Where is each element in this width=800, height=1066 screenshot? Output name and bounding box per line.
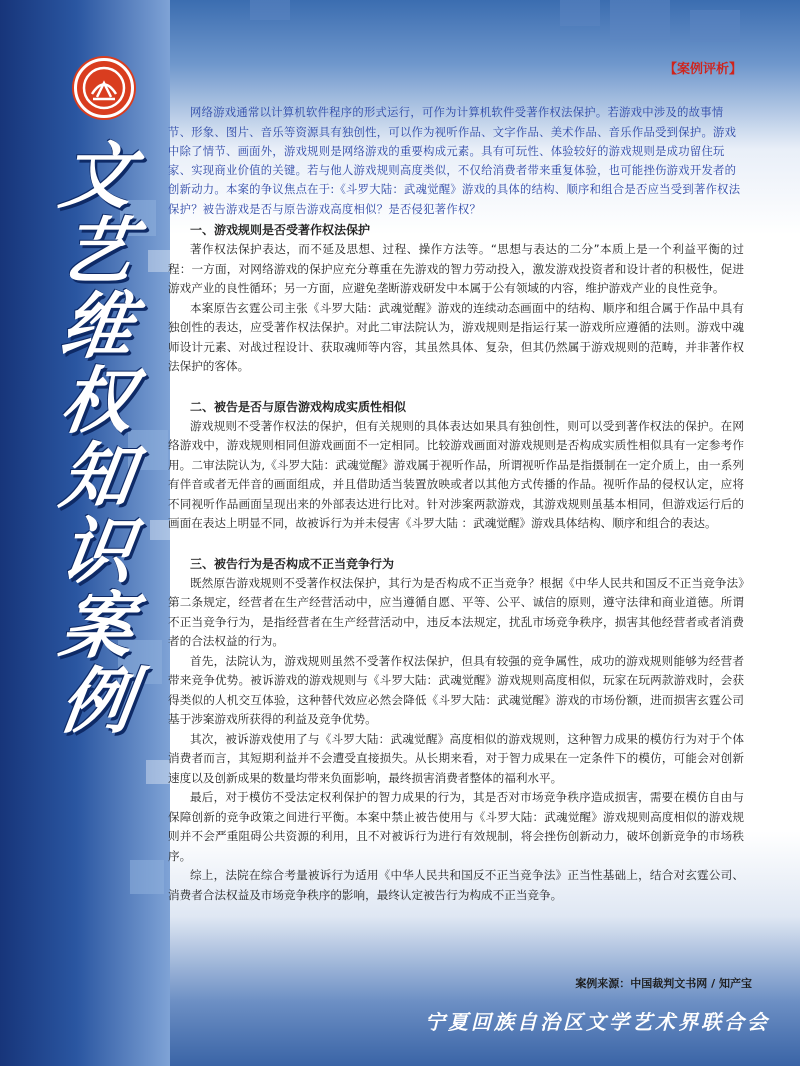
intro-paragraph: 网络游戏通常以计算机软件程序的形式运行，可作为计算机软件受著作权法保护。若游戏中涉及的故事情节、形象、图片、音乐等资源具有独创性，可以作为视听作品、文字作品、美术作品、音乐作品受到保护。游戏中除了情节、画面外，游戏规则是网络游戏的重要构成元素。具有可玩性、体验较好的游戏规则是成功留住玩家、实现商业价值的关键。若与他人游戏规则高度类似，不仅给消费者带来重复体验，也可能挫伤游戏开发者的创新动力。本案的争议焦点在于:《斗罗大陆：武魂觉醒》游戏的具体的结构、顺序和组合是否应当受到著作权法保护？被告游戏是否与原告游戏高度相似？是否侵犯著作权？ (168, 106, 741, 216)
article-body (168, 220, 744, 905)
title-char: 例 (55, 659, 139, 743)
decor-tile (250, 0, 290, 20)
body-paragraph: 最后，对于模仿不受法定权利保护的智力成果的行为，其是否对市场竞争秩序造成损害，需要在模仿自由与保障创新的竞争政策之间进行平衡。本案中禁止被告使用与《斗罗大陆：武魂觉醒》游戏规则高度相似的游戏规则并不会严重阻碍公共资源的利用，且不对被诉行为进行有效规制，将会挫伤创新动力，破坏创新竞争的市场秩序。 (168, 790, 744, 863)
body-paragraph: 首先，法院认为，游戏规则虽然不受著作权法保护，但具有较强的竞争属性，成功的游戏规则能够为经营者带来竞争优势。被诉游戏的游戏规则与《斗罗大陆：武魂觉醒》游戏规则高度相似，玩家在玩两款游戏时，会获得类似的人机交互体验，这种替代效应必然会降低《斗罗大陆：武魂觉醒》游戏的市场份额，进而损害玄霆公司基于涉案游戏所获得的利益及竞争优势。 (168, 653, 744, 726)
case-review-tag: 【案例评析】 (663, 62, 742, 77)
body-paragraph: 综上，法院在综合考量被诉行为适用《中华人民共和国反不正当竞争法》正当性基础上，结合对玄霆公司、消费者合法权益及市场竞争秩序的影响，最终认定被告行为构成不正当竞争。 (168, 868, 744, 902)
title-char: 知 (55, 434, 139, 518)
title-char: 权 (55, 359, 139, 443)
body-paragraph: 著作权法保护表达，而不延及思想、过程、操作方法等。“思想与表达的二分”本质上是一个利益平衡的过程：一方面，对网络游戏的保护应充分尊重在先游戏的智力劳动投入，激发游戏投资者和设计者的积极性，促进游戏产业的良性循环；另一方面，应避免垄断游戏研发中本属于公有领域的内容，维护游戏产业的良性竞争。 (168, 242, 744, 295)
title-char: 维 (55, 284, 139, 368)
body-paragraph: 其次，被诉游戏使用了与《斗罗大陆：武魂觉醒》高度相似的游戏规则，这种智力成果的模仿行为对于个体消费者而言，其短期利益并不会遭受直接损失。从长期来看，对于智力成果在一定条件下的模仿，可能会对创新速度以及创新成果的数量均带来负面影响，最终损害消费者整体的福利水平。 (168, 731, 744, 785)
decor-tile (560, 0, 600, 26)
vertical-title (42, 134, 152, 743)
section-heading: 二、被告是否与原告游戏构成实质性相似 (190, 399, 407, 414)
decor-tile (690, 10, 740, 42)
federation-logo-icon (74, 58, 134, 118)
section-heading: 三、被告行为是否构成不正当竞争行为 (190, 556, 395, 571)
decor-tile (610, 0, 670, 40)
case-source: 案例来源：中国裁判文书网 / 知产宝 (575, 977, 752, 990)
title-char: 案 (55, 584, 139, 668)
title-char: 文 (55, 134, 139, 218)
body-paragraph: 既然原告游戏规则不受著作权法保护，其行为是否构成不正当竞争？根据《中华人民共和国反不正当竞争法》第二条规定，经营者在生产经营活动中，应当遵循自愿、平等、公平、诚信的原则，遵守法律和商业道德。所谓不正当竞争行为，是指经营者在生产经营活动中，违反本法规定，扰乱市场竞争秩序，损害其他经营者或者消费者的合法权益的行为。 (168, 575, 744, 648)
title-char: 艺 (55, 209, 139, 293)
section-heading: 一、游戏规则是否受著作权法保护 (190, 223, 371, 237)
title-char: 识 (55, 509, 139, 593)
body-paragraph: 游戏规则不受著作权法的保护，但有关规则的具体表达如果具有独创性，则可以受到著作权法的保护。在网络游戏中，游戏规则相同但游戏画面不一定相同。比较游戏画面对游戏规则是否构成实质性相似具有一定参考作用。二审法院认为,《斗罗大陆：武魂觉醒》游戏属于视听作品，所谓视听作品是指摄制在一定介质上，由一系列有伴音或者无伴音的画面组成，并且借助适当装置放映或者以其他方式传播的作品。视听作品的侵权认定，应将不同视听作品画面呈现出来的外部表达进行比对。针对涉案两款游戏，其游戏规则虽基本相同，但游戏运行后的画面在表达上明显不同，故被诉行为并未侵害《斗罗大陆 ：武魂觉醒》游戏具体结构、顺序和组合的表达。 (168, 418, 744, 530)
decor-square (130, 860, 164, 894)
decor-square (146, 760, 170, 784)
publisher-footer: 宁夏回族自治区文学艺术界联合会 (425, 1010, 770, 1034)
body-paragraph: 本案原告玄霆公司主张《斗罗大陆：武魂觉醒》游戏的连续动态画面中的结构、顺序和组合属于作品中具有独创性的表达，应受著作权法保护。对此二审法院认为，游戏规则是指运行某一游戏所应遵循的法则。游戏中魂师设计元素、对战过程设计、获取魂师等内容，其虽然具体、复杂，但其仍然属于游戏规则的范畴，并非著作权法保护的客体。 (168, 300, 744, 373)
